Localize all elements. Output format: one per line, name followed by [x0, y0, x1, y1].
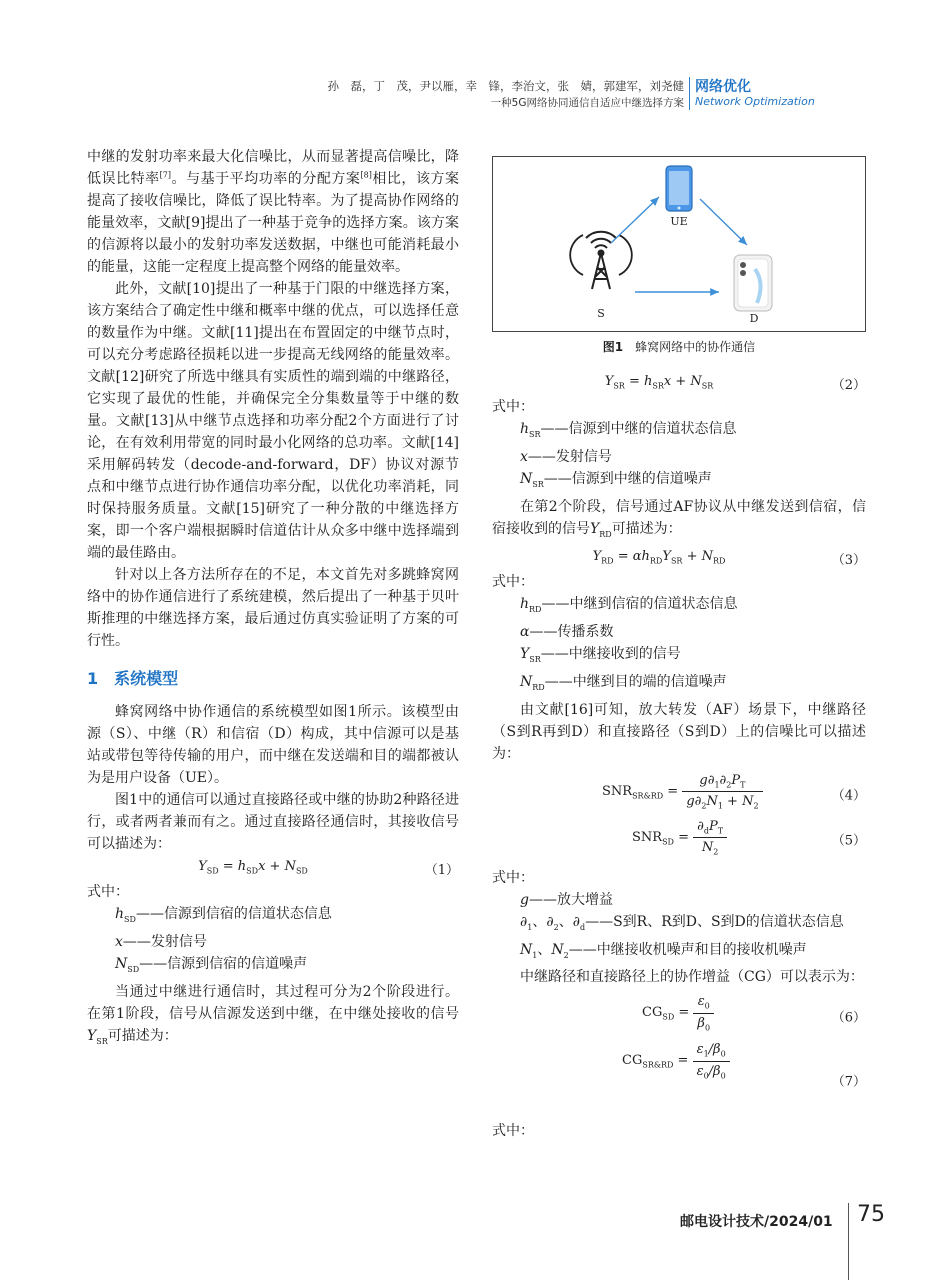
right-column: [492, 370, 866, 1142]
where-label-5: 式中：: [492, 1123, 534, 1140]
page-number: 75: [857, 1202, 885, 1227]
definition-g: g——放大增益: [520, 891, 613, 908]
header-section-cn: 网络优化: [695, 79, 751, 95]
cooperative-network-diagram: [493, 157, 865, 331]
paragraph-9: 中继路径和直接路径上的协作增益（CG）可以表示为：: [520, 969, 864, 986]
header-divider: [689, 77, 690, 110]
definition-nsd: $N_{SD}——$信源到信宿的信道噪声: [115, 955, 308, 974]
destination-phone-icon: [734, 255, 772, 311]
header-section-en: Network Optimization: [695, 95, 815, 108]
definition-hsr: $h_{SR}——$信源到中继的信道状态信息: [520, 421, 737, 439]
definition-hsd: $h_{SD}——$信源到信宿的信道状态信息: [115, 906, 332, 924]
arrow-s-to-ue: [611, 197, 659, 243]
ue-label: UE: [670, 215, 688, 228]
definition-hrd: $h_{RD}——$中继到信宿的信道状态信息: [520, 596, 738, 615]
equation-2: $Y_{SR} = h_{SR}x + N_{SR}$ （2）: [604, 374, 866, 393]
paragraph-2: 此外，文献[10]提出了一种基于门限的中继选择方案，该方案结合了确定性中继和概率中继的优点，可以选择任意的数量作为中继。文献[11]提出在布置固定的中继节点时，可以充分考虑路径损耗以进一步提高无线网络的能量效率。文献[12]研究了所选中继具有实质性的端到端的中继路径，它实现了最优的性能，并确保完全分集数量等于中继的数量。文献[13]从中继节点选择和功率分配2个方面进行了讨论，在有效利用带宽的同时最小化网络的总功率。文献[14]采用解码转发（decode-and-forward，DF）协议对源节点和中继节点进行协作通信功率分配，以优化功率消耗，同时保持服务质量。文献[15]研究了一种分散的中继选择方案，即一个客户端根据瞬时信道估计从众多中继中选择端到端的最佳路由。: [87, 281, 459, 561]
equation-5: $SNR_{SD}$ = $\frac{\partial_dP_T}{N_2}$ （5）: [632, 818, 866, 857]
journal-footer: 邮电设计技术/2024/01: [680, 1214, 833, 1230]
definition-alpha: α——传播系数: [520, 624, 614, 641]
citation-7: [7]: [159, 170, 172, 180]
definition-x-2: x——发射信号: [520, 448, 612, 465]
figure-1: [492, 156, 866, 332]
where-label-3: 式中：: [492, 574, 534, 591]
paragraph-4: 蜂窝网络中协作通信的系统模型如图1所示。该模型由源（S）、中继（R）和信宿（D）构成，其中信源可以是基站或带包等待传输的用户，而中继在发送端和目的端都被认为是用户设备（UE）。: [87, 704, 459, 786]
paragraph-1: 中继的发射功率来最大化信噪比，从而显著提高信噪比，降低误比特率[7]。与基于平均功率的分配方案[8]相比，该方案提高了接收信噪比，降低了误比特率。为了提高协作网络的能量效率，文献[9]提出了一种基于竞争的选择方案。该方案的信源将以最小的发射功率发送数据，中继也可能消耗最小的能量，这能一定程度上提高整个网络的能量效率。: [87, 149, 460, 275]
definition-x: x——发射信号: [115, 933, 207, 950]
where-label-2: 式中：: [492, 399, 534, 415]
section-title: 1 系统模型: [87, 669, 179, 688]
s-label: S: [597, 307, 605, 320]
equation-6: $CG_{SD}$ = $\frac{\varepsilon_0}{\beta_0}$ （6）: [642, 994, 866, 1033]
paragraph-3: 针对以上各方法所存在的不足，本文首先对多跳蜂窝网络中的协作通信进行了系统建模，然后提出了一种基于贝叶斯推理的中继选择方案，最后通过仿真实验证明了方案的可行性。: [87, 567, 459, 649]
arrow-ue-to-d: [700, 199, 747, 245]
left-column: [87, 146, 459, 1052]
footer-divider: [848, 1203, 849, 1280]
paragraph-7: 在第2个阶段，信号通过AF协议从中继发送到信宿，信宿接收到的信号$Y_{RD}$可描述为：: [492, 498, 866, 539]
definition-ysr: $Y_{SR}——$中继接收到的信号: [520, 646, 681, 664]
paragraph-5: 图1中的通信可以通过直接路径或中继的协助2种路径进行，或者两者兼而有之。通过直接路径通信时，其接收信号可以描述为：: [87, 792, 459, 852]
definition-nrd: $N_{RD}——$中继到目的端的信道噪声: [520, 673, 727, 692]
definition-nsr: $N_{SR}——$信源到中继的信道噪声: [520, 470, 712, 489]
equation-3: $Y_{RD} = \alpha h_{RD}Y_{SR} + N_{RD}$ （3）: [592, 549, 866, 569]
ue-phone-icon: [666, 166, 692, 211]
where-label-1: 式中：: [87, 884, 129, 900]
d-label: D: [749, 312, 759, 325]
paragraph-6: 当通过中继进行通信时，其过程可分为2个阶段进行。在第1阶段，信号从信源发送到中继，在中继处接收的信号$Y_{SR}$可描述为：: [87, 983, 459, 1046]
figure-caption: 图1 蜂窝网络中的协作通信: [602, 340, 756, 354]
header-authors: 孙 磊，丁 茂，尹以雁，幸 锋，李治文，张 婧，郭建军，刘尧健: [327, 79, 684, 93]
paragraph-8: 由文献[16]可知，放大转发（AF）场景下，中继路径（S到R再到D）和直接路径（S到D）上的信噪比可以描述为：: [492, 701, 866, 762]
definition-partials: $\partial_1$、$\partial_2$、$\partial_d——S$到R、R到D、S到D的信道状态信息: [520, 913, 844, 932]
header-subtitle: 一种5G网络协同通信自适应中继选择方案: [490, 97, 684, 109]
equation-1: $Y_{SD} = h_{SD}x + N_{SD}$ （1）: [198, 859, 459, 878]
base-station-icon: [570, 232, 632, 289]
where-label-4: 式中：: [492, 869, 534, 886]
equation-7: $CG_{SR\&RD}$ = $\frac{\varepsilon_1/\beta_0}{\varepsilon_0/\beta_0}$ （7）: [622, 1042, 866, 1090]
citation-8: [8]: [360, 170, 372, 180]
definition-n1-n2: $N_1$、$N_2——$中继接收机噪声和目的接收机噪声: [520, 941, 807, 960]
equation-4: $SNR_{SR\&RD}$ = $\frac{g\partial_1\partial_2P_T}{g\partial_2N_1 + N_2}$ （4）: [602, 772, 866, 811]
